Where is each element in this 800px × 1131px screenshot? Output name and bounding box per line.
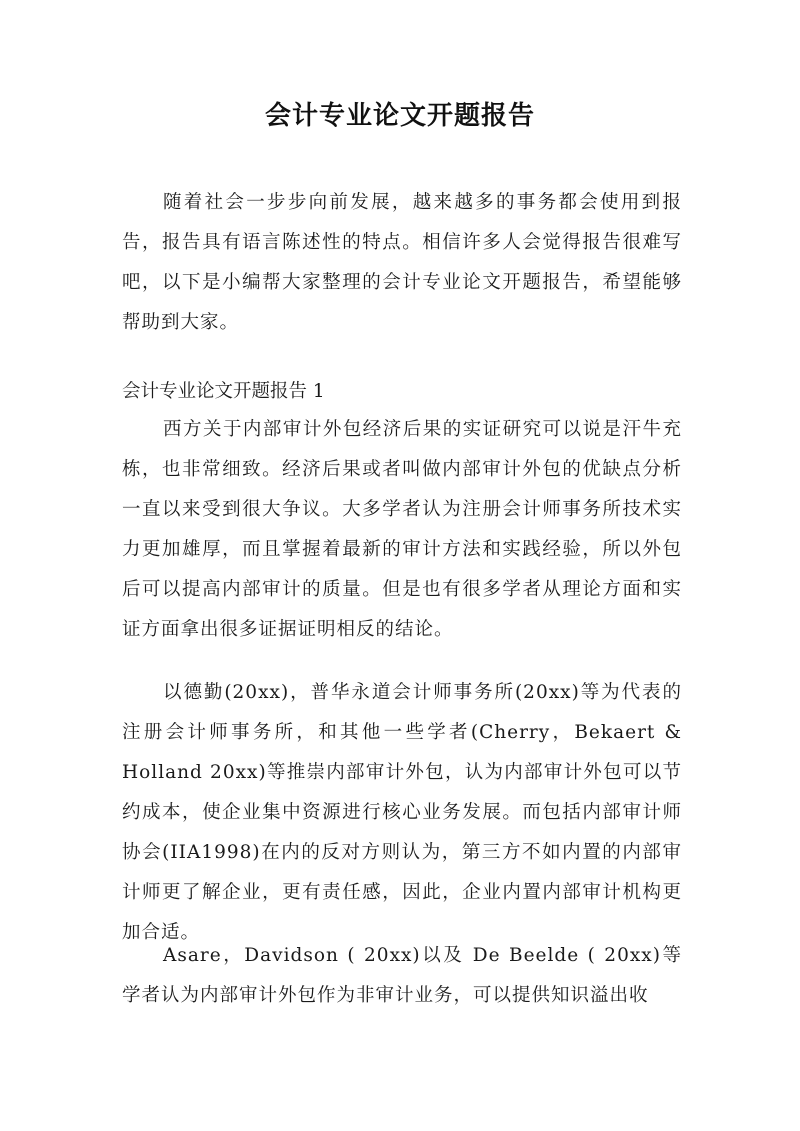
section-heading: 会计专业论文开题报告 1 [122,381,325,402]
body-paragraph: 以德勤(20xx)，普华永道会计师事务所(20xx)等为代表的注册会计师事务所，和其他一些学者(Cherry，Bekaert & Holland 20xx)等推崇内部审计外包，认为内部审计外包可以节约成本，使企业集中资源进行核心业务发展。而包括内部审计师协会(IIA1998)在内的反对方则认为，第三方不如内置的内部审计师更了解企业，更有责任感，因此，企业内置内部审计机构更加合适。 [122,682,682,943]
body-paragraph: 西方关于内部审计外包经济后果的实证研究可以说是汗牛充栋，也非常细致。经济后果或者叫做内部审计外包的优缺点分析一直以来受到很大争议。大多学者认为注册会计师事务所技术实力更加雄厚，而且掌握着最新的审计方法和实践经验，所以外包后可以提高内部审计的质量。但是也有很多学者从理论方面和实证方面拿出很多证据证明相反的结论。 [122,419,682,640]
intro-paragraph: 随着社会一步步向前发展，越来越多的事务都会使用到报告，报告具有语言陈述性的特点。相信许多人会觉得报告很难写吧，以下是小编帮大家整理的会计专业论文开题报告，希望能够帮助到大家。 [122,192,682,333]
body-paragraph: Asare，Davidson ( 20xx)以及 De Beelde ( 20xx)等学者认为内部审计外包作为非审计业务，可以提供知识溢出收 [122,945,682,1006]
document-title: 会计专业论文开题报告 [264,101,535,131]
